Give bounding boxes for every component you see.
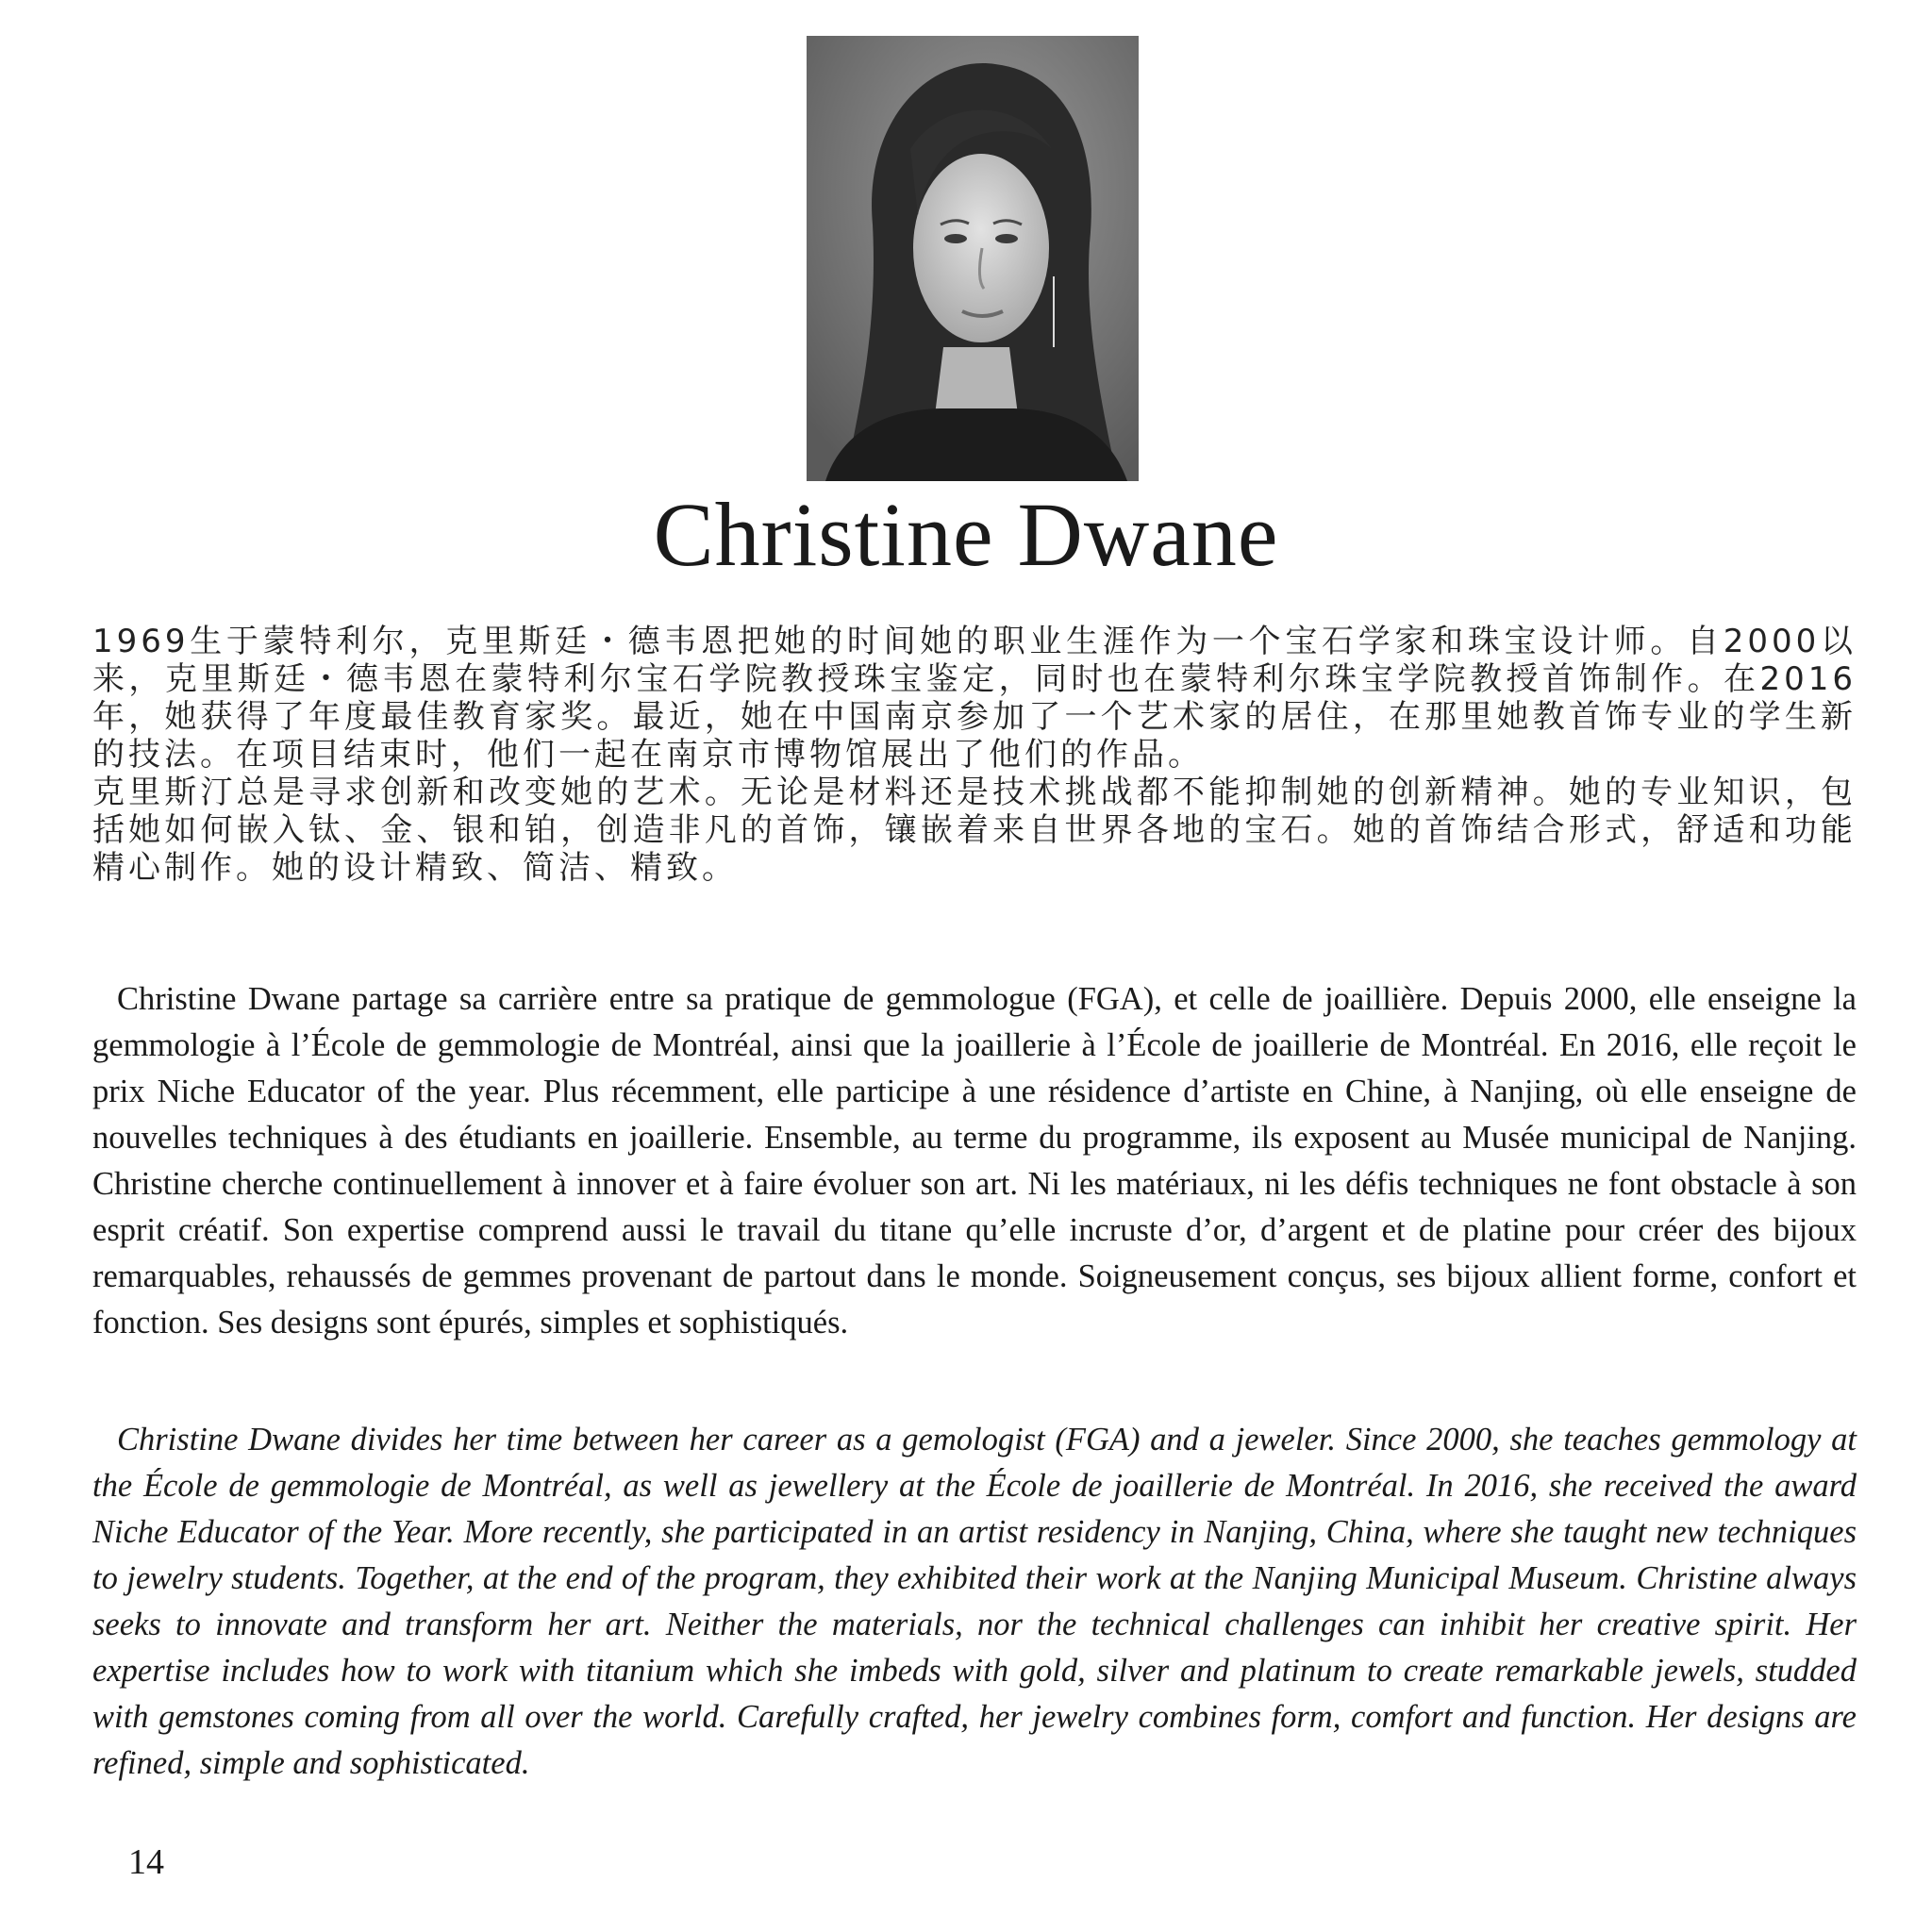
bio-chinese (92, 623, 1857, 887)
bio-english: Christine Dwane divides her time between her career as a gemologist (FGA) and a jeweler. Since 2000, she teaches gemmology at the École de gemmologie de Montréal, as well as jewellery at the École de joaillerie de Montréal. In 2016, she received the award Niche Educator of the Year. More recently, she participated in an artist residency in Nanjing, China, where she taught new techniques to jewelry students. Together, at the end of the program, they exhibited their work at the Nanjing Municipal Museum. Christine always seeks to innovate and transform her art. Neither the materials, nor the technical challenges can inhibit her creative spirit. Her expertise includes how to work with titanium which she imbeds with gold, silver and platinum to create remarkable jewels, studded with gemstones coming from all over the world. Carefully crafted, her jewelry combines form, comfort and function. Her designs are refined, simple and sophisticated. (92, 1422, 1857, 1781)
bio-french: Christine Dwane partage sa carrière entre sa pratique de gemmologue (FGA), et celle de joaillière. Depuis 2000, elle enseigne la gemmologie à l’École de gemmologie de Montréal, ainsi que la joaillerie à l’École de joaillerie de Montréal. En 2016, elle reçoit le prix Niche Educator of the year. Plus récemment, elle participe à une résidence d’artiste en Chine, à Nanjing, où elle enseigne de nouvelles techniques à des étudiants en joaillerie. Ensemble, au terme du programme, ils exposent au Musée municipal de Nanjing. Christine cherche continuellement à innover et à faire évoluer son art. Ni les matériaux, ni les défis techniques ne font obstacle à son esprit créatif. Son expertise comprend aussi le travail du titane qu’elle incruste d’or, d’argent et de platine pour créer des bijoux remarquables, rehaussés de gemmes provenant de partout dans le monde. Soigneusement conçus, ses bijoux allient forme, confort et fonction. Ses designs sont épurés, simples et sophistiqués. (92, 981, 1857, 1341)
page-number: 14 (128, 1842, 164, 1882)
bio-chinese-paragraph-2: 克里斯汀总是寻求创新和改变她的艺术。无论是材料还是技术挑战都不能抑制她的创新精神。她的专业知识，包括她如何嵌入钛、金、银和铂，创造非凡的首饰，镶嵌着来自世界各地的宝石。她的首饰结合形式，舒适和功能精心制作。她的设计精致、简洁、精致。 (92, 774, 1857, 887)
portrait-photo-woman-icon (807, 36, 1139, 481)
artist-name: Christine Dwane (653, 484, 1279, 585)
bio-chinese-paragraph-1: 1969生于蒙特利尔，克里斯廷・德韦恩把她的时间她的职业生涯作为一个宝石学家和珠宝设计师。自2000以来，克里斯廷・德韦恩在蒙特利尔宝石学院教授珠宝鉴定，同时也在蒙特利尔珠宝学院教授首饰制作。在2016年，她获得了年度最佳教育家奖。最近，她在中国南京参加了一个艺术家的居住，在那里她教首饰专业的学生新的技法。在项目结束时，他们一起在南京市博物馆展出了他们的作品。 (92, 623, 1857, 774)
portrait-photo (807, 36, 1139, 481)
